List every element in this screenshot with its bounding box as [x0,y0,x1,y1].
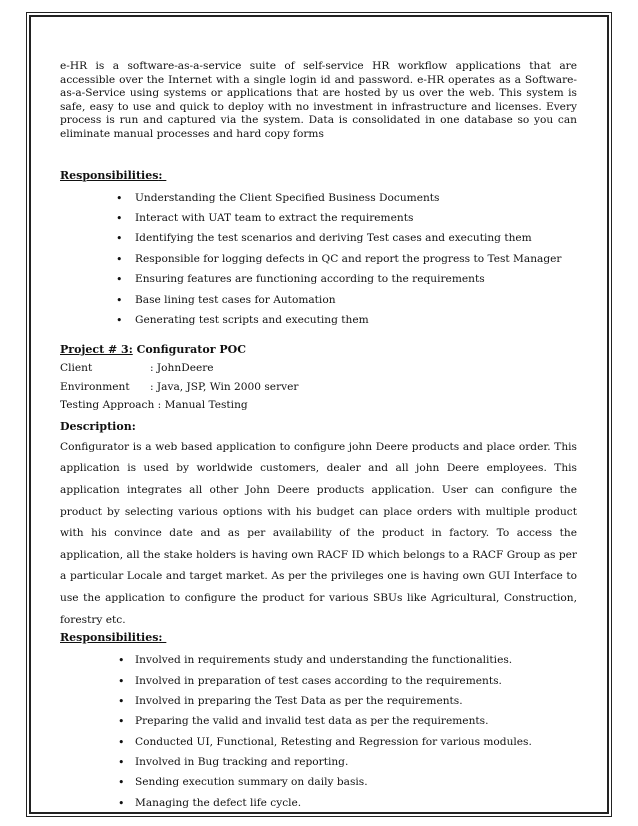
list-item: • Involved in requirements study and understanding the functionalities. [118,654,513,668]
intro-paragraph: e-HR is a software-as-a-service suite of self-service HR workflow applications that are accessible over the Internet with a single login id and password. e-HR operates as a Software-as-a-Service using systems or applications that are hosted by us over the web. This system is safe, easy to use and quick to deploy with no investment in infrastructure and licenses. Every process is run and captured via the system. Data is consolidated in one database so you can eliminate manual processes and hard copy forms [60,60,577,140]
client-row: Client : JohnDeere [60,362,214,375]
list-item: • Involved in Bug tracking and reporting. [118,756,349,770]
list-item: • Interact with UAT team to extract the requirements [116,211,414,225]
bullet-icon: • [116,191,123,205]
bullet-icon: • [116,232,123,246]
bullet-icon: • [118,796,125,810]
description-title: Description: [60,419,136,433]
responsibilities-heading-2: Responsibilities: [60,631,163,645]
list-item: • Managing the defect life cycle. [118,796,302,810]
project-title: Project # 3: Configurator POC [60,343,246,357]
bullet-icon: • [118,776,125,790]
list-item: • Sending execution summary on daily basis. [118,776,368,790]
bullet-icon: • [118,756,125,770]
bullet-icon: • [118,715,125,729]
bullet-icon: • [118,694,125,708]
document-body [60,60,577,817]
bullet-icon: • [116,273,123,287]
list-item: • Involved in preparing the Test Data as per the requirements. [118,694,463,708]
list-item: • Generating test scripts and executing them [116,313,369,327]
bullet-icon: • [118,735,125,749]
bullet-icon: • [118,674,125,688]
list-item: • Responsible for logging defects in QC and report the progress to Test Manager [116,252,562,266]
responsibilities-list-2 [60,654,577,817]
responsibilities-list-1 [60,192,577,335]
bullet-icon: • [116,313,123,327]
bullet-icon: • [116,252,123,266]
bullet-icon: • [116,211,123,225]
bullet-icon: • [118,654,125,668]
list-item: • Involved in preparation of test cases according to the requirements. [118,674,502,688]
description-paragraph: Configurator is a web based application to configure john Deere products and place order. This application is used by worldwide customers, dealer and all john Deere employees. This application integrates all other John Deere products application. User can configure the product by selecting various options with his budget can place orders with multiple product with his convince date and as per availability of the product in factory. To access the application, all the stake holders is having own RACF ID which belongs to a RACF Group as per a particular Locale and target market. As per the privileges one is having own GUI Interface to use the application to configure the product for various SBUs like Agricultural, Construction, forestry etc. [60,440,577,626]
list-item: • Understanding the Client Specified Business Documents [116,191,440,205]
bullet-icon: • [116,293,123,307]
testing-approach-row: Testing Approach : Manual Testing [60,399,248,412]
list-item: • Identifying the test scenarios and deriving Test cases and executing them [116,232,532,246]
responsibilities-heading-1: Responsibilities: [60,168,163,182]
list-item: • Conducted UI, Functional, Retesting and Regression for various modules. [118,735,532,749]
list-item: • Ensuring features are functioning according to the requirements [116,273,485,287]
environment-row: Environment : Java, JSP, Win 2000 server [60,380,299,393]
list-item: • Base lining test cases for Automation [116,293,336,307]
list-item: • Preparing the valid and invalid test data as per the requirements. [118,715,489,729]
